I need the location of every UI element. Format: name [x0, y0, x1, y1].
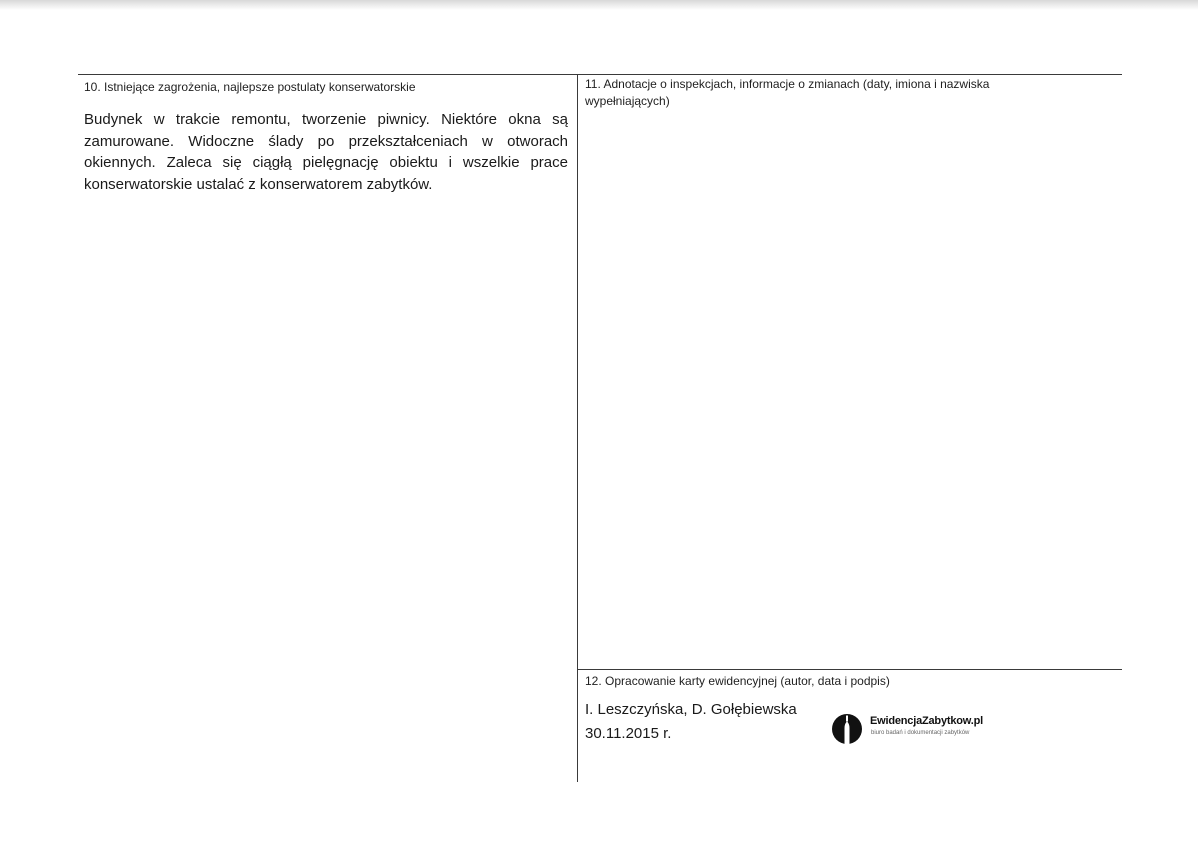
section12-authors: I. Leszczyńska, D. Gołębiewska: [585, 701, 797, 718]
ewidencja-logo-icon: [831, 712, 863, 744]
section10-title: 10. Istniejące zagrożenia, najlepsze postulaty konserwatorskie: [84, 80, 416, 94]
section10-body: [84, 109, 568, 195]
stamp-name: EwidencjaZabytkow.pl: [870, 715, 983, 727]
top-rule: [78, 74, 1122, 75]
section10-line: zamurowane. Widoczne ślady po przekształceniach w otworach: [84, 132, 568, 150]
section10-line: Budynek w trakcie remontu, tworzenie piwnicy. Niektóre okna są: [84, 111, 568, 128]
section11-title-line1: 11. Adnotacje o inspekcjach, informacje o zmianach (daty, imiona i nazwiska: [585, 77, 990, 91]
section12-title: 12. Opracowanie karty ewidencyjnej (autor, data i podpis): [585, 674, 890, 688]
scan-top-shadow: [0, 0, 1198, 10]
section10-line: okiennych. Zaleca się ciągłą pielęgnację obiektu i wszelkie prace: [84, 154, 568, 171]
column-divider: [577, 74, 578, 782]
section10-line: konserwatorskie ustalać z konserwatorem zabytków.: [84, 175, 433, 193]
section12-rule: [578, 669, 1122, 670]
stamp-tagline: biuro badań i dokumentacji zabytków: [871, 730, 970, 736]
section12-date: 30.11.2015 r.: [585, 725, 672, 742]
section11-title-line2: wypełniających): [585, 94, 670, 108]
company-stamp: [831, 712, 1001, 748]
section11-title: [585, 76, 1105, 110]
